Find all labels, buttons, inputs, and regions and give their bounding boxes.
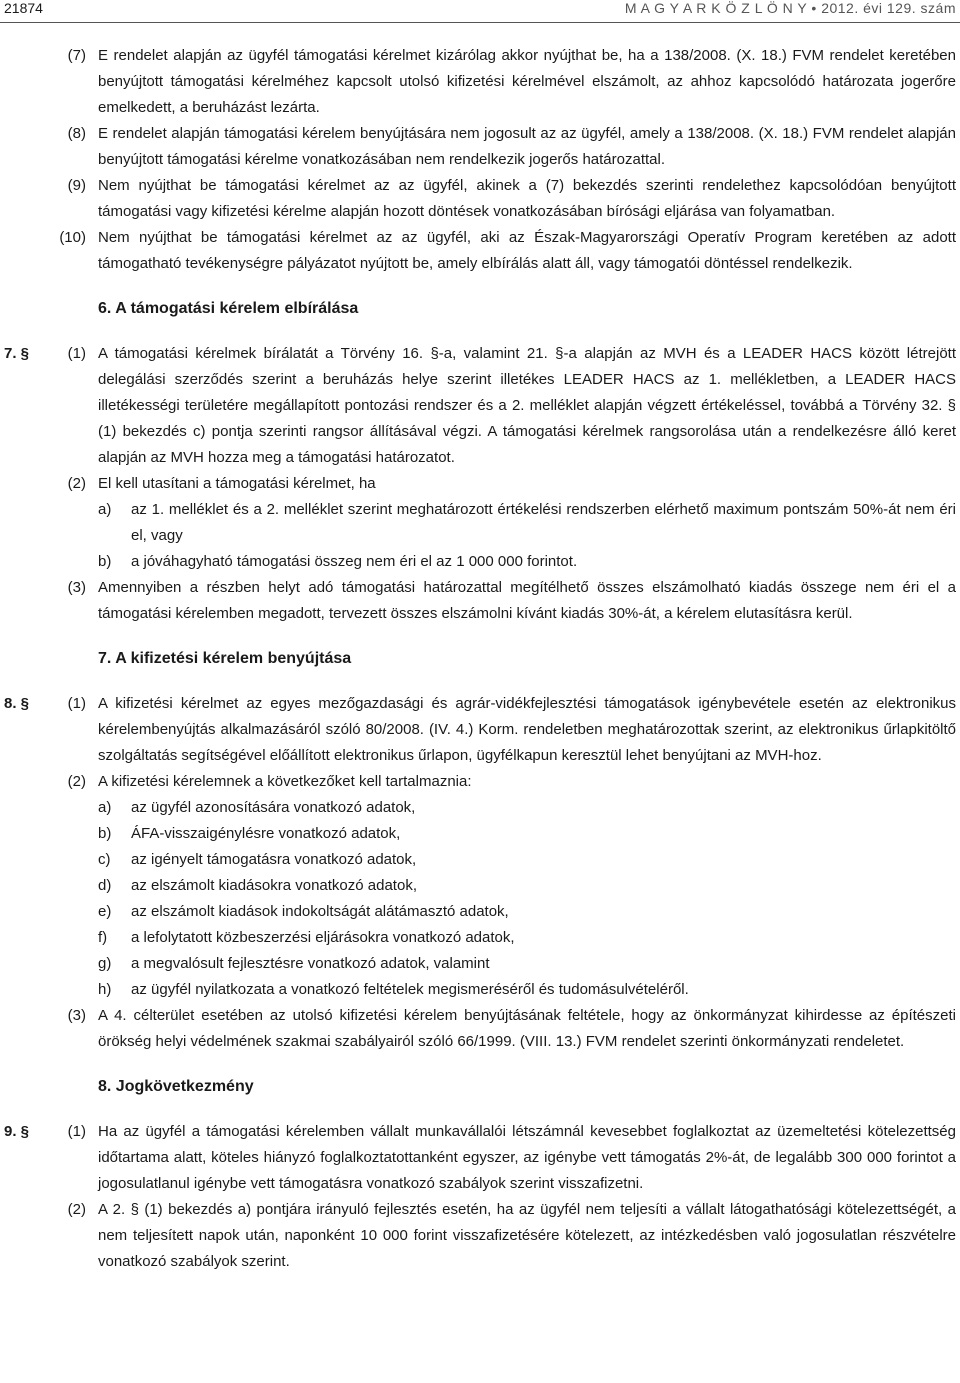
list-item <box>0 899 960 925</box>
paragraph-text: El kell utasítani a támogatási kérelmet, ha <box>98 475 376 492</box>
item-text: az ügyfél nyilatkozata a vonatkozó feltételek megismeréséről és tudomásulvételéről. <box>131 981 689 998</box>
item-text: a jóváhagyható támogatási összeg nem éri el az 1 000 000 forintot. <box>131 553 578 570</box>
item-letter: a) <box>98 799 112 816</box>
section-8-paragraph-1 <box>0 691 960 769</box>
item-letter: h) <box>98 981 112 998</box>
item-text: az 1. melléklet és a 2. melléklet szerint meghatározott értékelési rendszerben elérhető maximum pontszám 50%-át nem éri el, vagy <box>131 501 956 544</box>
paragraph-number: (10) <box>59 229 86 246</box>
paragraph-text: A 2. § (1) bekezdés a) pontjára irányuló fejlesztés esetén, ha az ügyfél nem teljesíti a vállalt látogathatósági kötelezettségét, a nem teljesített napok után, naponként 10 000 forint visszafizetésére kötelezett, az intézkedésben való jogosulatlan részvételre vonatkozó szabályok szerint. <box>98 1201 956 1270</box>
paragraph-text: Nem nyújthat be támogatási kérelmet az az ügyfél, akinek a (7) bekezdés szerinti rendelethez kapcsolódóan benyújtott támogatási vagy kifizetési kérelme alapján hozott döntések vonatkozásában bírósági eljárása van folyamatban. <box>98 177 956 220</box>
paragraph-number: (1) <box>67 695 86 712</box>
paragraph-number: (2) <box>67 773 86 790</box>
list-item <box>0 873 960 899</box>
section-number: 7. § <box>4 345 30 362</box>
section-heading-8: 8. Jogkövetkezmény <box>98 1078 254 1095</box>
list-item <box>0 925 960 951</box>
document-body <box>0 43 960 1275</box>
item-text: az ügyfél azonosítására vonatkozó adatok, <box>131 799 416 816</box>
item-text: az elszámolt kiadásokra vonatkozó adatok, <box>131 877 417 894</box>
list-item <box>0 951 960 977</box>
item-text: a megvalósult fejlesztésre vonatkozó adatok, valamint <box>131 955 490 972</box>
paragraph-text: A támogatási kérelmek bírálatát a Törvény 16. §-a, valamint 21. §-a alapján az MVH és a LEADER HACS között létrejött delegálási szerződés szerint a beruházás helye szerint illetékes LEADER HACS az 1. mellékletben, a LEADER HACS illetékességi területére megállapított pontozási rendszer és a 2. melléklet alapján végzett értékeléssel, továbbá a Törvény 32. § (1) bekezdés c) pontja szerinti rangsor állításával végzi. A támogatási kérelmek rangsorolása után a rendelkezésre álló keret alapján az MVH hozza meg a támogatási határozatot. <box>98 345 956 466</box>
section-heading-7: 7. A kifizetési kérelem benyújtása <box>98 650 352 667</box>
item-letter: b) <box>98 553 112 570</box>
paragraph-number: (1) <box>67 345 86 362</box>
item-letter: e) <box>98 903 112 920</box>
paragraph-text: Nem nyújthat be támogatási kérelmet az az ügyfél, aki az Észak-Magyarországi Operatív Program keretében az adott támogatható tevékenységre pályázatot nyújtott be, amely elbírálás alatt áll, vagy támogatói döntéssel rendelkezik. <box>98 229 956 272</box>
item-letter: d) <box>98 877 112 894</box>
item-letter: a) <box>98 501 112 518</box>
paragraph-number: (2) <box>67 1201 86 1218</box>
section-number: 9. § <box>4 1123 30 1140</box>
paragraph-number: (3) <box>67 1007 86 1024</box>
paragraph-number: (7) <box>67 47 86 64</box>
item-text: az elszámolt kiadások indokoltságát alátámasztó adatok, <box>131 903 509 920</box>
section-9-paragraph-2 <box>0 1197 960 1275</box>
list-item <box>0 549 960 575</box>
item-letter: c) <box>98 851 111 868</box>
paragraph-text: A kifizetési kérelemnek a következőket kell tartalmaznia: <box>98 773 472 790</box>
item-text: ÁFA-visszaigénylésre vonatkozó adatok, <box>131 825 401 842</box>
paragraph-text: A kifizetési kérelmet az egyes mezőgazdasági és agrár-vidékfejlesztési támogatások igénybevétele esetén az elektronikus kérelembenyújtás alkalmazásáról szóló 80/2008. (IV. 4.) Korm. rendeletben meghatározottak szerint, az elektronikus űrlapkitöltő szolgáltatás segítségével előállított elektronikus űrlapon, ügyfélkapun keresztül lehet benyújtani az MVH-hoz. <box>98 695 956 764</box>
paragraph-text: Ha az ügyfél a támogatási kérelemben vállalt munkavállalói létszámnál kevesebbet foglalkoztat az üzemeltetési kötelezettség időtartama alatt, köteles hiányzó foglalkoztatottanként egyszer, az igénybe vett támogatás 2%-át, de legalább 300 000 forintot a jogosulatlanul igénybe vett támogatásra vonatkozó szabályok szerint visszafizetni. <box>98 1123 956 1192</box>
paragraph-text: E rendelet alapján támogatási kérelem benyújtására nem jogosult az az ügyfél, amely a 138/2008. (X. 18.) FVM rendelet alapján benyújtott támogatási kérelme vonatkozásában nem rendelkezik jogerős határozattal. <box>98 125 956 168</box>
journal-title: M A G Y A R K Ö Z L Ö N Y • 2012. évi 129. szám <box>624 0 956 16</box>
section-8-paragraph-3 <box>0 1003 960 1055</box>
list-item <box>0 977 960 1003</box>
section-9-paragraph-1 <box>0 1119 960 1197</box>
paragraph-7 <box>0 43 960 121</box>
paragraph-number: (9) <box>67 177 86 194</box>
paragraph-9 <box>0 173 960 225</box>
paragraph-number: (2) <box>67 475 86 492</box>
section-8-paragraph-2 <box>0 769 960 795</box>
paragraph-number: (1) <box>67 1123 86 1140</box>
list-item <box>0 497 960 549</box>
page-number: 21874 <box>4 0 43 16</box>
list-item <box>0 795 960 821</box>
item-letter: g) <box>98 955 112 972</box>
paragraph-text: E rendelet alapján az ügyfél támogatási kérelmet kizárólag akkor nyújthat be, ha a 138/2008. (X. 18.) FVM rendelet keretében benyújtott támogatási kérelméhez kapcsolt utolsó kifizetési kérelmével elszámolt, az ahhoz kapcsolódó határozata jogerőre emelkedett, a beruházást lezárta. <box>98 47 956 116</box>
paragraph-text: A 4. célterület esetében az utolsó kifizetési kérelem benyújtásának feltétele, hogy az önkormányzat kihirdesse az építészeti örökség helyi védelmének szakmai szabályairól szóló 66/1999. (VIII. 13.) FVM rendelet szerinti önkormányzati rendeletet. <box>98 1007 956 1050</box>
item-text: az igényelt támogatásra vonatkozó adatok, <box>131 851 417 868</box>
section-7-paragraph-3 <box>0 575 960 627</box>
list-item <box>0 847 960 873</box>
item-letter: b) <box>98 825 112 842</box>
section-heading-6: 6. A támogatási kérelem elbírálása <box>98 300 359 317</box>
page-header <box>0 0 960 23</box>
paragraph-text: Amennyiben a részben helyt adó támogatási határozattal megítélhető összes elszámolható kiadás összege nem éri el a támogatási kérelemben megadott, tervezett összes elszámolni kívánt kiadás 30%-át, a kérelem elutasításra kerül. <box>98 579 956 622</box>
paragraph-10 <box>0 225 960 277</box>
paragraph-number: (3) <box>67 579 86 596</box>
item-text: a lefolytatott közbeszerzési eljárásokra vonatkozó adatok, <box>131 929 515 946</box>
section-7-paragraph-1 <box>0 341 960 471</box>
section-number: 8. § <box>4 695 30 712</box>
paragraph-8 <box>0 121 960 173</box>
item-letter: f) <box>98 929 108 946</box>
paragraph-number: (8) <box>67 125 86 142</box>
section-7-paragraph-2 <box>0 471 960 497</box>
list-item <box>0 821 960 847</box>
